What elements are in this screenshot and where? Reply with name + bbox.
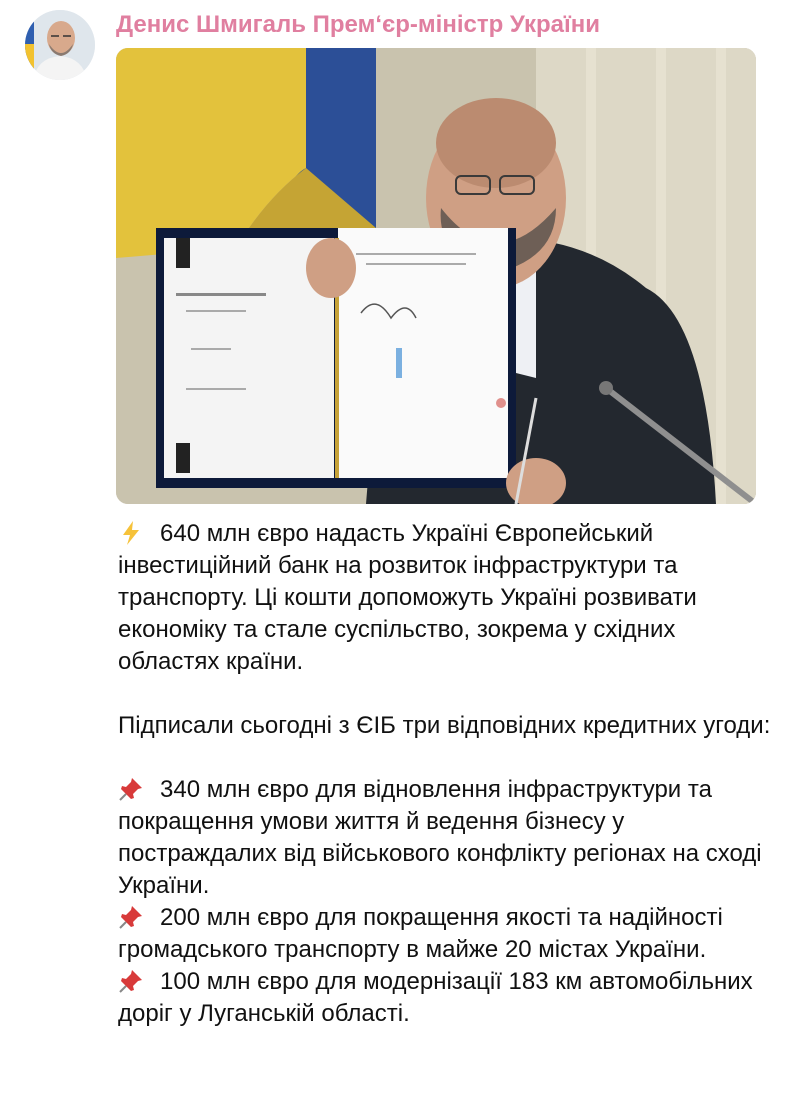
pushpin-icon [118,968,148,994]
intro-paragraph [118,518,778,678]
list-item-text: 340 млн євро для відновлення інфраструктури та покращення умови життя й ведення бізнесу у постраждалих від військового конфлікту регіонах на сході України. [118,776,762,899]
intro-text: 640 млн євро надасть Україні Європейський інвестиційний банк на розвиток інфраструктури та транспорту. Ці кошти допоможуть Україні розвивати економіку та стале суспільство, зокрема у східних областях країни. [118,520,697,675]
post-photo[interactable] [116,48,756,504]
pushpin-icon [118,776,148,802]
sender-name[interactable]: Денис Шмигаль Прем‘єр-міністр України [116,11,600,38]
list-item-text: 200 млн євро для покращення якості та надійності громадського транспорту в майже 20 містах України. [118,904,723,963]
list-item [118,966,778,1030]
agreements-intro: Підписали сьогодні з ЄІБ три відповідних кредитних угоди: [118,712,771,739]
avatar[interactable] [25,10,95,80]
list-item-text: 100 млн євро для модернізації 183 км автомобільних доріг у Луганській області. [118,968,753,1027]
message-text [118,518,778,1030]
avatar-photo [25,10,95,80]
pushpin-icon [118,904,148,930]
photo-signing-agreement [116,48,756,504]
lightning-icon [118,520,148,546]
list-item [118,902,778,966]
list-item [118,774,778,902]
